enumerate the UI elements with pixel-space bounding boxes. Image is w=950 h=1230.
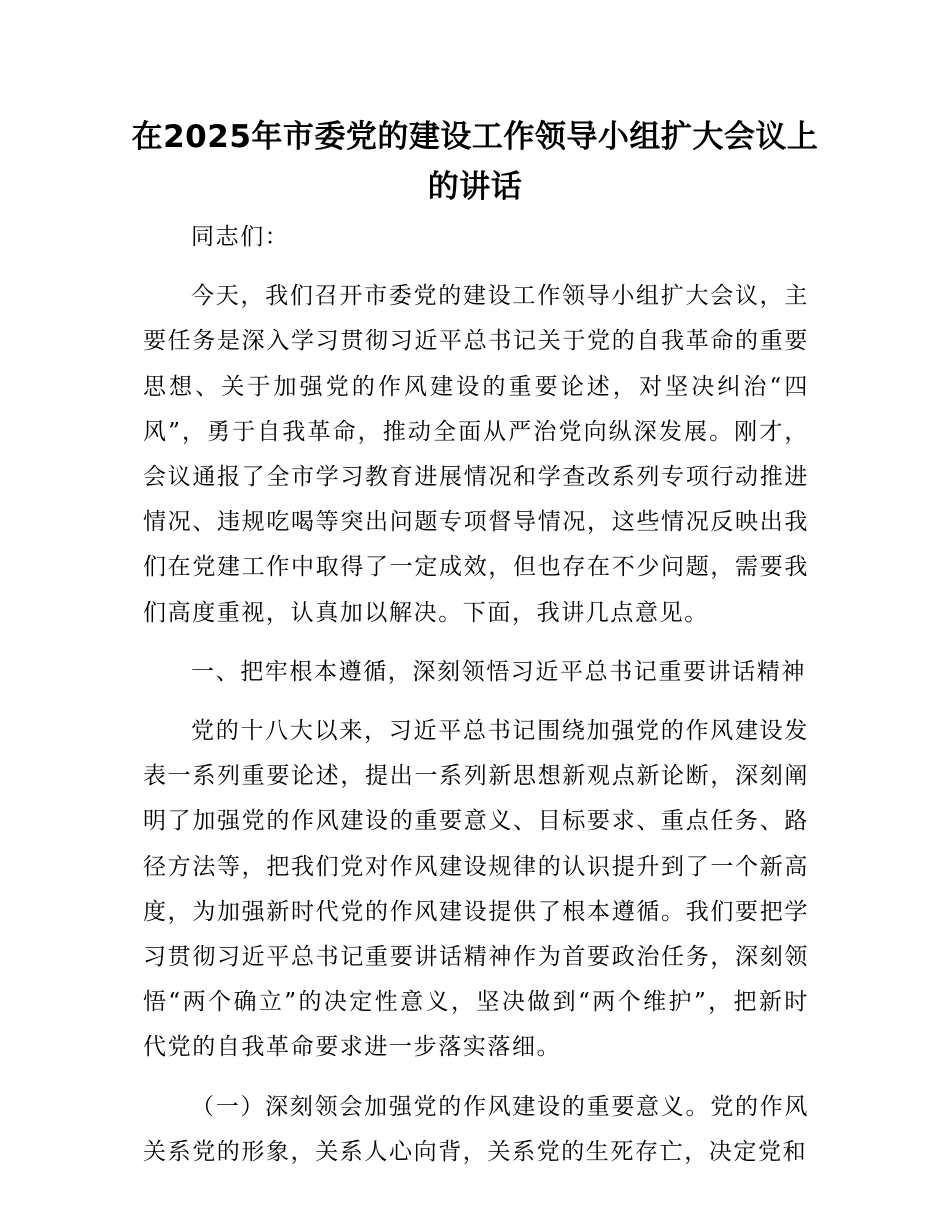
- section-heading-1: 一、把牢根本遵循，深刻领悟习近平总书记重要讲话精神: [191, 658, 806, 685]
- salutation: 同志们：: [191, 224, 290, 250]
- subsection-paragraph-1: （一）深刻领会加强党的作风建设的重要意义。党的作风关系党的形象，关系人心向背，关系党的生死存亡，决定党和: [143, 1093, 809, 1165]
- document-title: 在2025年市委党的建设工作领导小组扩大会议上的讲话: [131, 119, 819, 205]
- paragraph-section-1: 党的十八大以来，习近平总书记围绕加强党的作风建设发表一系列重要论述，提出一系列新思想新观点新论断，深刻阐明了加强党的作风建设的重要意义、目标要求、重点任务、路径方法等，把我们党对作风建设规律的认识提升到了一个新高度，为加强新时代党的作风建设提供了根本遵循。我们要把学习贯彻习近平总书记重要讲话精神作为首要政治任务，深刻领悟“两个确立”的决定性意义，坚决做到“两个维护”，把新时代党的自我革命要求进一步落实落细。: [143, 718, 809, 1061]
- document-body: [143, 215, 809, 1175]
- paragraph-intro: 今天，我们召开市委党的建设工作领导小组扩大会议，主要任务是深入学习贯彻习近平总书记关于党的自我革命的重要思想、关于加强党的作风建设的重要论述，对坚决纠治“四风”，勇于自我革命，推动全面从严治党向纵深发展。刚才，会议通报了全市学习教育进展情况和学查改系列专项行动推进情况、违规吃喝等突出问题专项督导情况，这些情况反映出我们在党建工作中取得了一定成效，但也存在不少问题，需要我们高度重视，认真加以解决。下面，我讲几点意见。: [143, 283, 809, 626]
